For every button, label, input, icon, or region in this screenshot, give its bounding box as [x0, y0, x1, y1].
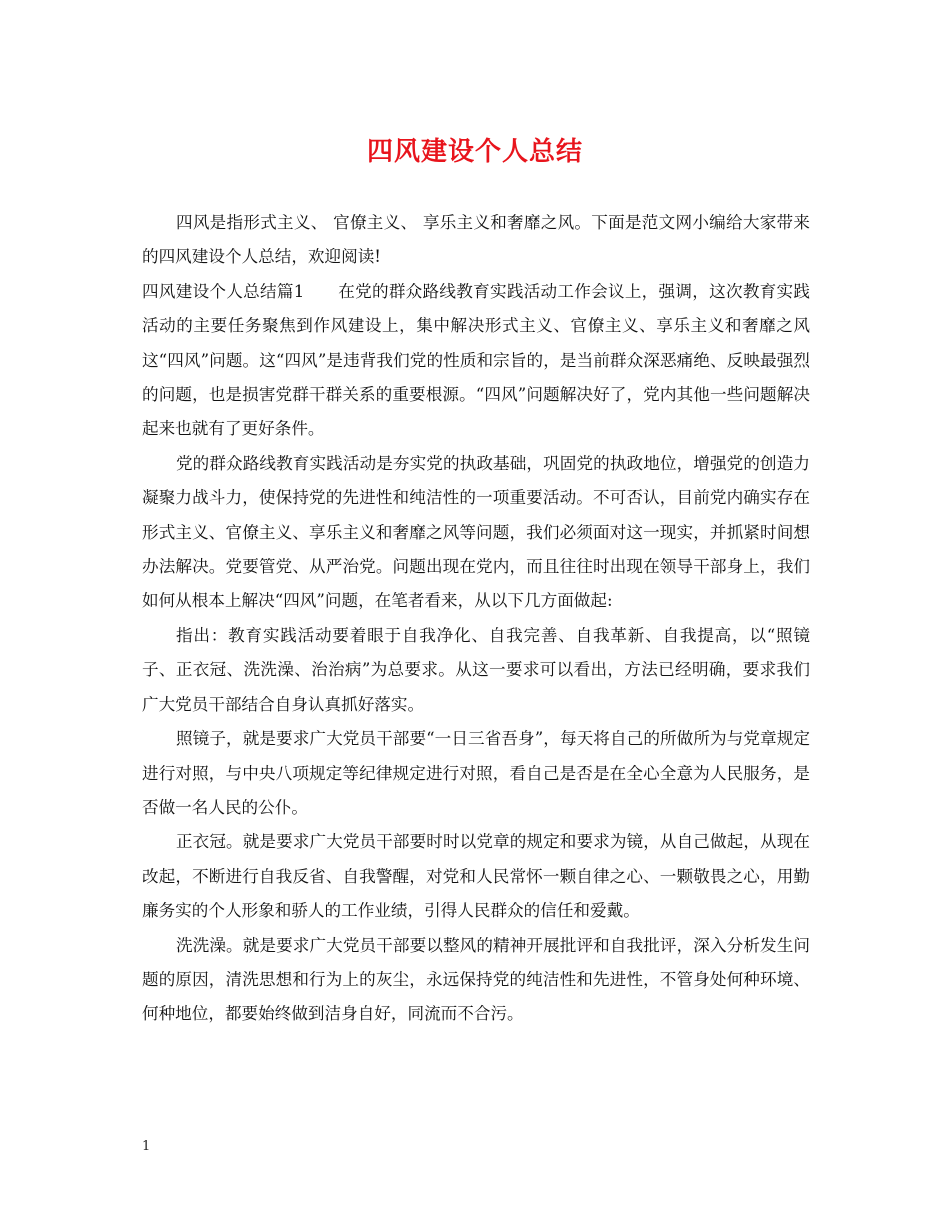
body-paragraph: 党的群众路线教育实践活动是夯实党的执政基础，巩固党的执政地位，增强党的创造力凝聚力战斗力，使保持党的先进性和纯洁性的一项重要活动。不可否认，目前党内确实存在形式主义、官僚主义、享乐主义和奢靡之风等问题，我们必须面对这一现实，并抓紧时间想办法解决。党要管党、从严治党。问题出现在党内，而且往往时出现在领导干部身上，我们如何从根本上解决“四风”问题，在笔者看来，从以下几方面做起:: [142, 453, 810, 611]
document-body: [142, 206, 810, 1032]
body-paragraph: 照镜子，就是要求广大党员干部要“一日三省吾身”，每天将自己的所做所为与党章规定进行对照，与中央八项规定等纪律规定进行对照，看自己是否是在全心全意为人民服务，是否做一名人民的公仆。: [142, 729, 810, 817]
intro-paragraph: 四风是指形式主义、 官僚主义、 享乐主义和奢靡之风。下面是范文网小编给大家带来的四风建设个人总结，欢迎阅读!: [142, 213, 810, 267]
document-title: 四风建设个人总结: [366, 137, 583, 167]
section-1-paragraph: 四风建设个人总结篇1 在党的群众路线教育实践活动工作会议上，强调，这次教育实践活动的主要任务聚焦到作风建设上，集中解决形式主义、官僚主义、享乐主义和奢靡之风这“四风”问题。这“四风”是违背我们党的性质和宗旨的，是当前群众深恶痛绝、反映最强烈的问题，也是损害党群干群关系的重要根源。“四风”问题解决好了，党内其他一些问题解决起来也就有了更好条件。: [142, 281, 810, 439]
body-paragraph: 正衣冠。就是要求广大党员干部要时时以党章的规定和要求为镜，从自己做起，从现在改起，不断进行自我反省、自我警醒，对党和人民常怀一颗自律之心、一颗敬畏之心，用勤廉务实的个人形象和骄人的工作业绩，引得人民群众的信任和爱戴。: [142, 832, 810, 921]
body-paragraph: 指出：教育实践活动要着眼于自我净化、自我完善、自我革新、自我提高，以“照镜子、正衣冠、洗洗澡、治治病”为总要求。从这一要求可以看出，方法已经明确，要求我们广大党员干部结合自身认真抓好落实。: [142, 625, 810, 714]
body-paragraph: 洗洗澡。就是要求广大党员干部要以整风的精神开展批评和自我批评，深入分析发生问题的原因，清洗思想和行为上的灰尘，永远保持党的纯洁性和先进性，不管身处何种环境、何种地位，都要始终做到洁身自好，同流而不合污。: [142, 935, 810, 1024]
page-number: 1: [142, 1139, 151, 1154]
